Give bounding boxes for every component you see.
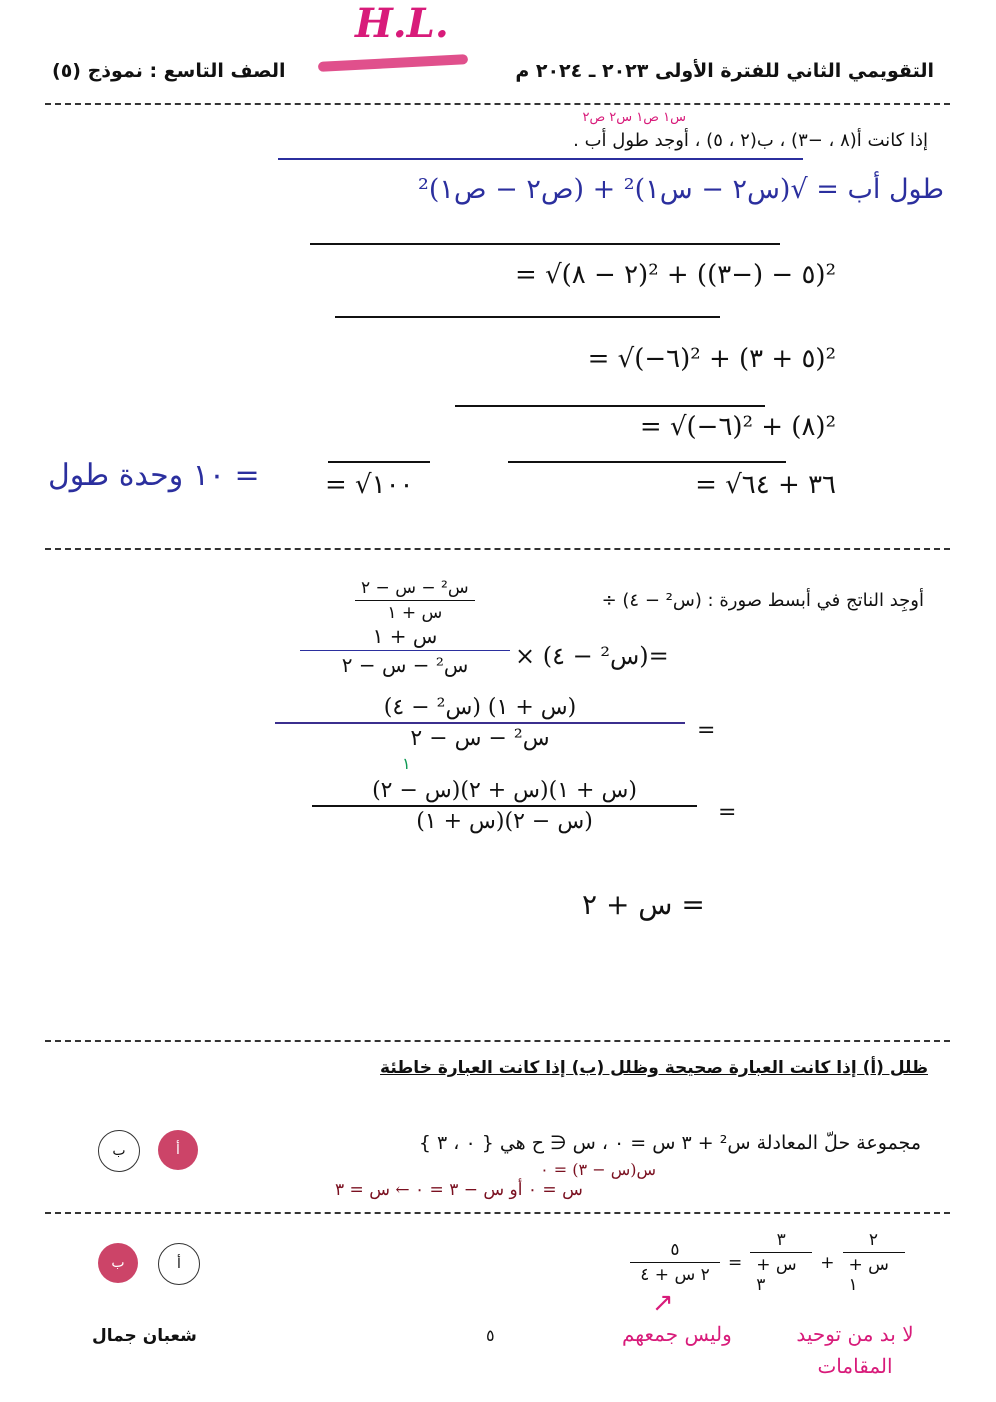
option-b-label: ب xyxy=(111,1255,125,1271)
option-b-label: ب xyxy=(112,1143,126,1159)
item2-lhs2-den: س + ٣ xyxy=(756,1255,797,1295)
q3-item1: مجموعة حلّ المعادلة س² + ٣ س = ٠ ، س ∈ ح هي { ٠ ، ٣ } xyxy=(418,1132,921,1154)
q2-step1-left: =(س² − ٤) × xyxy=(515,642,669,670)
item2-lhs2-num: ٣ xyxy=(776,1230,786,1250)
option-a-item1[interactable] xyxy=(158,1130,198,1170)
q1-step3: = √(−٦)² + (٥ + ٣)² xyxy=(587,344,836,374)
page-number: ٥ xyxy=(486,1326,495,1345)
equals-sign: = xyxy=(728,1252,743,1273)
divider xyxy=(45,1040,950,1042)
q1-result: = ١٠ وحدة طول xyxy=(48,458,260,493)
q1-root-bar-4 xyxy=(455,405,765,407)
q2-s3-den: (س + ١)(س − ٢) xyxy=(416,809,593,834)
q2-step3 xyxy=(312,778,697,834)
header-grade: الصف التاسع : نموذج (٥) xyxy=(52,60,286,82)
q3-note-right: لا بد من توحيد المقامات xyxy=(796,1322,914,1378)
q2-s1-num: س + ١ xyxy=(372,624,438,648)
item2-lhs1-num: ٢ xyxy=(868,1230,879,1250)
plus-sign: + xyxy=(820,1252,835,1273)
q2-s3-num: (س − ٢)(س + ٢)(س + ١) xyxy=(372,778,637,803)
header-title: التقويمي الثاني للفترة الأولى ٢٠٢٣ ـ ٢٠٢٤ م xyxy=(515,60,934,82)
q2-step1-fraction xyxy=(300,624,510,677)
q3-instruction: ظلل (أ) إذا كانت العبارة صحيحة وظلل (ب) إذا كانت العبارة خاطئة xyxy=(380,1058,928,1078)
q3-item1-work1: س(س − ٣) = ٠ xyxy=(540,1160,656,1179)
q1-step5: = √٣٦ + ٦٤ xyxy=(695,470,836,500)
q1-root-bar-5b xyxy=(328,461,430,463)
q1-root-bar-2 xyxy=(310,243,780,245)
q2-final: = س + ٢ xyxy=(582,888,705,921)
q1-step5-mid: = √١٠٠ xyxy=(325,470,414,500)
q3-note-left: وليس جمعهم xyxy=(622,1322,732,1346)
q1-step1: طول أب = √(س٢ − س١)² + (ص٢ − ص١)² xyxy=(417,174,944,205)
divider xyxy=(45,103,950,105)
option-a-item2[interactable] xyxy=(158,1243,200,1285)
footer-author: شعبان جمال xyxy=(92,1326,197,1346)
q1-step4: = √(−٦)² + (٨)² xyxy=(639,412,836,442)
q2-s1-den: س² − س − ٢ xyxy=(341,653,469,677)
item2-rhs-den: ٢ س + ٤ xyxy=(640,1265,710,1285)
option-b-item2[interactable] xyxy=(98,1243,138,1283)
q2-step2 xyxy=(275,695,685,751)
equals-sign: = xyxy=(718,800,737,825)
q2-frac-num: س² − س − ٢ xyxy=(361,578,469,598)
q3-item2-equation xyxy=(630,1230,905,1295)
q2-fraction xyxy=(355,578,475,623)
q3-item1-work2: س = ٠ أو س − ٣ = ٠ ← س = ٣ xyxy=(335,1180,583,1200)
option-a-label: أ xyxy=(176,1142,180,1158)
q1-root-bar xyxy=(278,158,803,160)
item2-rhs-num: ٥ xyxy=(670,1240,680,1260)
item2-lhs1-den: س + ١ xyxy=(848,1255,889,1295)
q2-s2-num: (س² − ٤) (س + ١) xyxy=(383,695,577,720)
teacher-mark: H.L. xyxy=(355,0,449,47)
arrow-up-icon: ↗ xyxy=(652,1288,674,1318)
q2-s2-den: س² − س − ٢ xyxy=(410,726,550,751)
q2-cancel-mark: ١ xyxy=(402,754,411,773)
option-a-label: أ xyxy=(177,1256,181,1272)
q1-root-bar-5a xyxy=(508,461,786,463)
q2-question: أوجِد الناتج في أبسط صورة : (س² − ٤) ÷ xyxy=(601,590,924,611)
q1-root-bar-3 xyxy=(335,316,720,318)
equals-sign: = xyxy=(697,718,716,743)
q2-frac-den: س + ١ xyxy=(387,603,443,623)
q1-step2: = √(٢ − ٨)² + (٥ − (−٣))² xyxy=(515,260,836,290)
divider xyxy=(45,1212,950,1214)
teacher-mark-underline xyxy=(318,54,468,72)
q1-question: إذا كانت أ(٨ ، −٣) ، ب(٢ ، ٥) ، أوجد طول أب . xyxy=(573,130,928,151)
divider xyxy=(45,548,950,550)
q1-annotation: س١ ص١ س٢ ص٢ xyxy=(582,110,686,125)
option-b-item1[interactable] xyxy=(98,1130,140,1172)
